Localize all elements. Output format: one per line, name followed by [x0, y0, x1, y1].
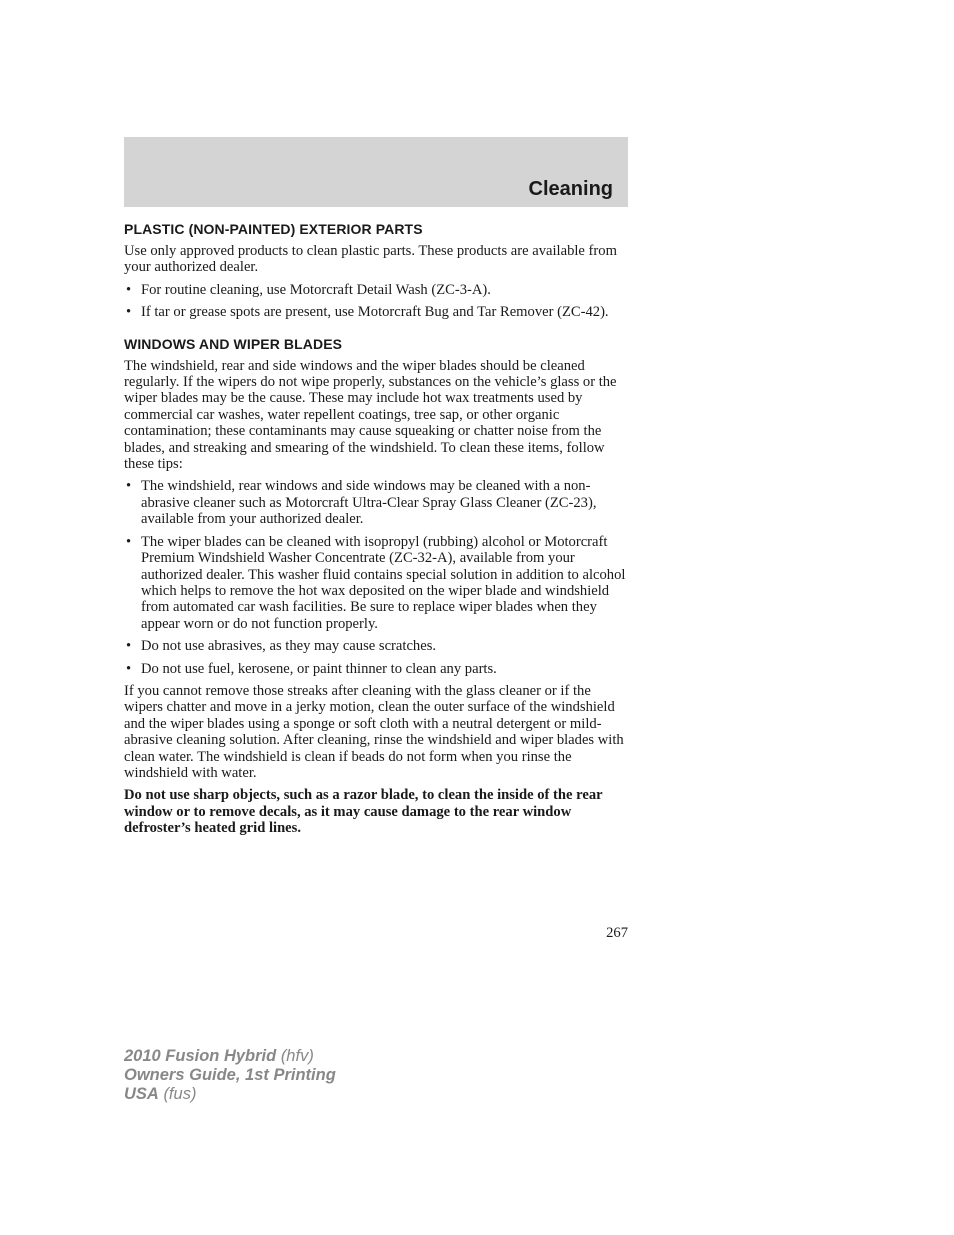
section-title: Cleaning: [528, 178, 613, 200]
footer-line-1: 2010 Fusion Hybrid (hfv): [124, 1047, 314, 1065]
bullet-icon: •: [126, 660, 132, 677]
list-item: • The wiper blades can be cleaned with isopropyl (rubbing) alcohol or Motorcraft Premium Windshield Washer Concentrate (ZC-32-A), available from your authorized dealer. This washer fluid contains special solution in addition to alcohol which helps to remove the hot wax deposited on the wiper blade and windshield from automated car wash facilities. Be sure to replace wiper blades when they appear worn or do not function properly.: [126, 533, 626, 632]
document-footer: [124, 1047, 336, 1104]
windows-followup: If you cannot remove those streaks after cleaning with the glass cleaner or if the wipers chatter and move in a jerky motion, clean the outer surface of the windshield and the wiper blades using a sponge or soft cloth with a neutral detergent or mild-abrasive cleaning solution. After cleaning, rinse the windshield and wiper blades with clean water. The windshield is clean if beads do not form when you rinse the windshield with water.: [124, 682, 624, 781]
windows-intro: The windshield, rear and side windows and the wiper blades should be cleaned regularly. If the wipers do not wipe properly, substances on the vehicle’s glass or the wiper blades may be the cause. These may include hot wax treatments used by commercial car washes, water repellent coatings, tree sap, or other organic contamination; these contaminants may cause squeaking or chatter noise from the blades, and streaking and smearing of the windshield. To clean these items, follow these tips:: [124, 357, 617, 473]
bullet-icon: •: [126, 533, 132, 550]
heading-plastic-parts: PLASTIC (NON-PAINTED) EXTERIOR PARTS: [124, 221, 423, 237]
plastic-intro: Use only approved products to clean plastic parts. These products are available from your authorized dealer.: [124, 243, 617, 276]
warning-text: Do not use sharp objects, such as a razor blade, to clean the inside of the rear window or to remove decals, as it may cause damage to the rear window defroster’s heated grid lines.: [124, 787, 603, 837]
page-content: [124, 220, 628, 837]
bullet-icon: •: [126, 478, 132, 495]
heading-windows-wipers: WINDOWS AND WIPER BLADES: [124, 335, 343, 352]
list-item: • Do not use fuel, kerosene, or paint thinner to clean any parts.: [126, 660, 497, 677]
footer-line-3: USA (fus): [124, 1085, 197, 1103]
list-item: • If tar or grease spots are present, use Motorcraft Bug and Tar Remover (ZC-42).: [126, 304, 609, 321]
bullet-icon: •: [126, 638, 132, 655]
list-item: • Do not use abrasives, as they may cause scratches.: [126, 638, 437, 655]
section-header-band: [124, 137, 628, 207]
bullet-icon: •: [126, 304, 132, 321]
bullet-icon: •: [126, 281, 132, 298]
list-item: • For routine cleaning, use Motorcraft Detail Wash (ZC-3-A).: [126, 281, 491, 298]
page-number: 267: [606, 925, 628, 941]
windows-bullet-list: [124, 478, 628, 676]
footer-line-2: Owners Guide, 1st Printing: [124, 1066, 336, 1084]
list-item: • The windshield, rear windows and side windows may be cleaned with a non-abrasive cleaner such as Motorcraft Ultra-Clear Spray Glass Cleaner (ZC-23), available from your authorized dealer.: [126, 478, 597, 528]
plastic-bullet-list: [124, 282, 628, 321]
